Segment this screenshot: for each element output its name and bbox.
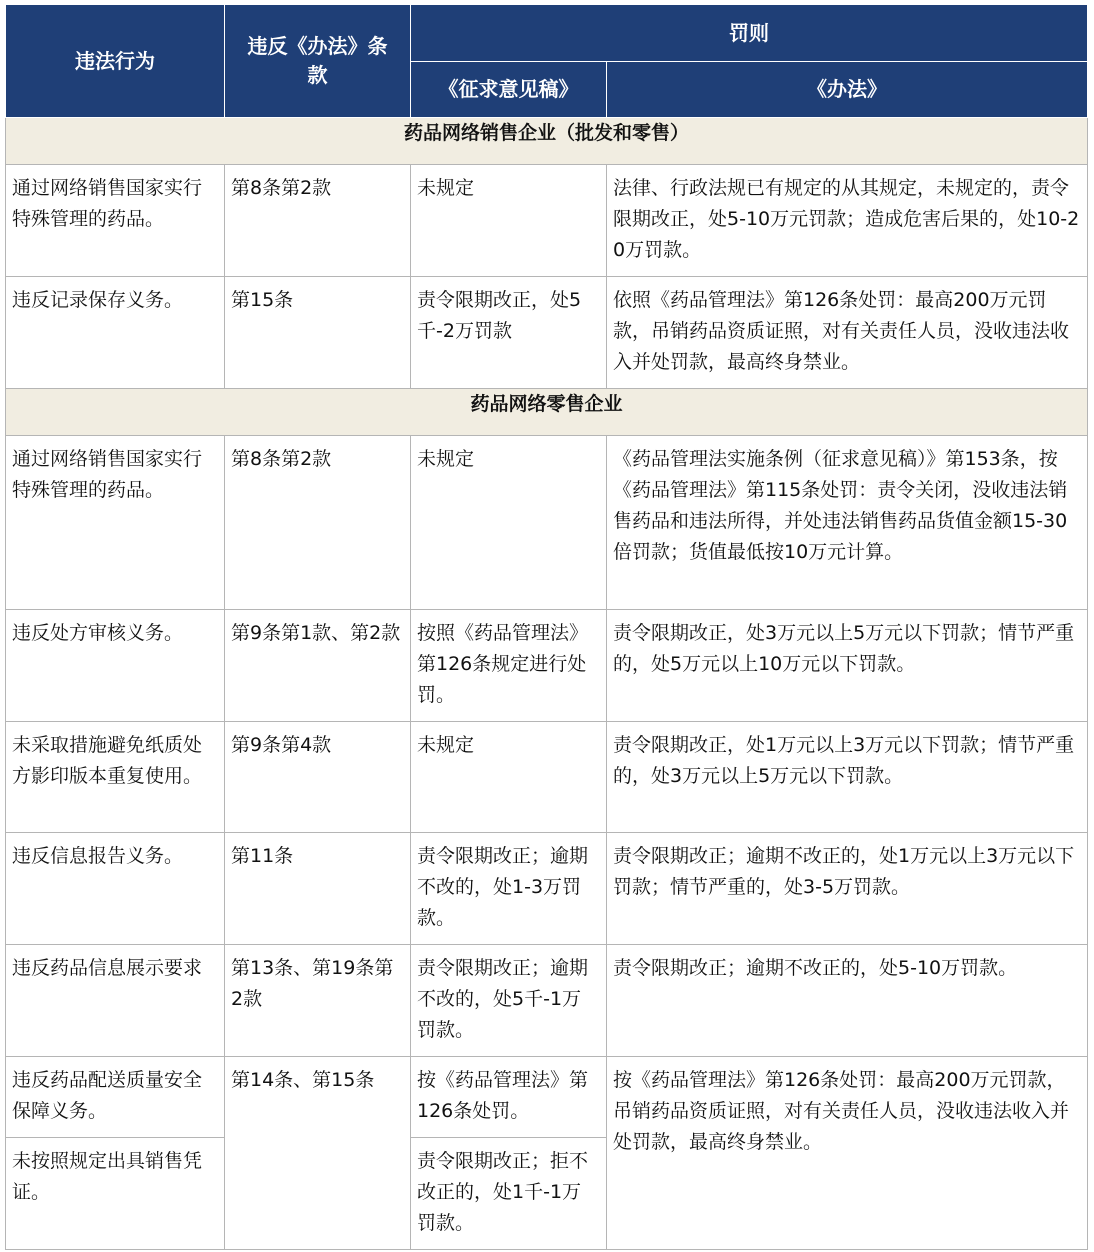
behavior-cell: 通过网络销售国家实行特殊管理的药品。 bbox=[6, 436, 225, 610]
draft-penalty-cell: 按照《药品管理法》第126条规定进行处罚。 bbox=[411, 610, 607, 722]
measures-penalty-cell: 《药品管理法实施条例（征求意见稿）》第153条，按《药品管理法》第115条处罚：责令关闭，没收违法销售药品和违法所得，并处违法销售药品货值金额15-30倍罚款；货值最低按10万元计算。 bbox=[607, 436, 1088, 610]
behavior-cell: 违反药品信息展示要求 bbox=[6, 945, 225, 1057]
header-article: 违反《办法》条款 bbox=[225, 5, 411, 118]
article-cell: 第11条 bbox=[225, 833, 411, 945]
behavior-cell: 违反信息报告义务。 bbox=[6, 833, 225, 945]
draft-penalty-cell: 责令限期改正；拒不改正的，处1千-1万罚款。 bbox=[411, 1138, 607, 1250]
behavior-cell: 未采取措施避免纸质处方影印版本重复使用。 bbox=[6, 722, 225, 833]
article-cell: 第15条 bbox=[225, 277, 411, 389]
measures-penalty-cell: 法律、行政法规已有规定的从其规定，未规定的，责令限期改正，处5-10万元罚款；造成危害后果的，处10-20万罚款。 bbox=[607, 165, 1088, 277]
measures-penalty-cell: 按《药品管理法》第126条处罚：最高200万元罚款，吊销药品资质证照，对有关责任人员，没收违法收入并处罚款，最高终身禁业。 bbox=[607, 1057, 1088, 1250]
section-title: 药品网络零售企业 bbox=[6, 389, 1088, 436]
draft-penalty-cell: 责令限期改正，处5千-2万罚款 bbox=[411, 277, 607, 389]
measures-penalty-cell: 责令限期改正；逾期不改正的，处5-10万罚款。 bbox=[607, 945, 1088, 1057]
measures-penalty-cell: 依照《药品管理法》第126条处罚：最高200万元罚款，吊销药品资质证照，对有关责任人员，没收违法收入并处罚款，最高终身禁业。 bbox=[607, 277, 1088, 389]
measures-penalty-cell: 责令限期改正，处3万元以上5万元以下罚款；情节严重的，处5万元以上10万元以下罚款。 bbox=[607, 610, 1088, 722]
draft-penalty-cell: 按《药品管理法》第126条处罚。 bbox=[411, 1057, 607, 1138]
article-cell: 第9条第1款、第2款 bbox=[225, 610, 411, 722]
article-cell: 第9条第4款 bbox=[225, 722, 411, 833]
measures-penalty-cell: 责令限期改正；逾期不改正的，处1万元以上3万元以下罚款；情节严重的，处3-5万罚款。 bbox=[607, 833, 1088, 945]
behavior-cell: 通过网络销售国家实行特殊管理的药品。 bbox=[6, 165, 225, 277]
section-row bbox=[6, 118, 1088, 165]
article-cell: 第14条、第15条 bbox=[225, 1057, 411, 1250]
table-row bbox=[6, 436, 1088, 610]
section-row bbox=[6, 389, 1088, 436]
draft-penalty-cell: 未规定 bbox=[411, 165, 607, 277]
article-cell: 第8条第2款 bbox=[225, 436, 411, 610]
table-row bbox=[6, 277, 1088, 389]
draft-penalty-cell: 未规定 bbox=[411, 722, 607, 833]
table-row bbox=[6, 1057, 1088, 1138]
table-row bbox=[6, 610, 1088, 722]
article-cell: 第13条、第19条第2款 bbox=[225, 945, 411, 1057]
penalty-comparison-table bbox=[5, 4, 1088, 1250]
draft-penalty-cell: 责令限期改正；逾期不改的，处1-3万罚款。 bbox=[411, 833, 607, 945]
header-penalty: 罚则 bbox=[411, 5, 1088, 62]
behavior-cell: 违反处方审核义务。 bbox=[6, 610, 225, 722]
header-behavior: 违法行为 bbox=[6, 5, 225, 118]
draft-penalty-cell: 未规定 bbox=[411, 436, 607, 610]
measures-penalty-cell: 责令限期改正，处1万元以上3万元以下罚款；情节严重的，处3万元以上5万元以下罚款。 bbox=[607, 722, 1088, 833]
header-measures: 《办法》 bbox=[607, 62, 1088, 118]
table-row bbox=[6, 722, 1088, 833]
section-title: 药品网络销售企业（批发和零售） bbox=[6, 118, 1088, 165]
behavior-cell: 违反药品配送质量安全保障义务。 bbox=[6, 1057, 225, 1138]
draft-penalty-cell: 责令限期改正；逾期不改的，处5千-1万罚款。 bbox=[411, 945, 607, 1057]
table-row bbox=[6, 945, 1088, 1057]
behavior-cell: 违反记录保存义务。 bbox=[6, 277, 225, 389]
table-row bbox=[6, 165, 1088, 277]
behavior-cell: 未按照规定出具销售凭证。 bbox=[6, 1138, 225, 1250]
article-cell: 第8条第2款 bbox=[225, 165, 411, 277]
table-row bbox=[6, 833, 1088, 945]
header-draft: 《征求意见稿》 bbox=[411, 62, 607, 118]
